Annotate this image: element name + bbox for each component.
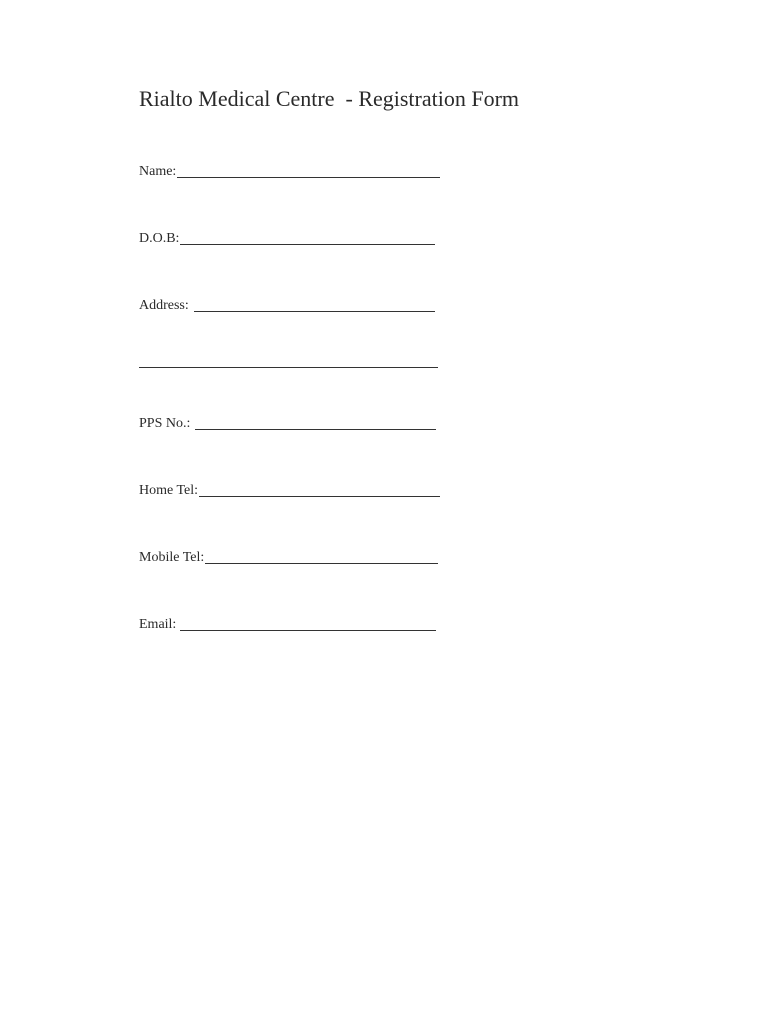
email-input-line[interactable] — [180, 630, 436, 631]
pps-field — [139, 414, 436, 432]
form-title: Rialto Medical Centre - Registration Form — [139, 86, 520, 111]
address-label: Address: — [139, 298, 189, 313]
name-input-line[interactable] — [177, 177, 440, 178]
mobile-tel-field — [139, 548, 438, 566]
name-label: Name: — [139, 164, 177, 179]
dob-field — [139, 229, 435, 247]
address-input-line-2[interactable] — [139, 367, 438, 368]
pps-label: PPS No.: — [139, 416, 191, 431]
email-label: Email: — [139, 617, 177, 632]
dob-label: D.O.B: — [139, 231, 180, 246]
mobile-tel-label: Mobile Tel: — [139, 550, 205, 565]
email-field — [139, 615, 436, 633]
home-tel-field — [139, 481, 440, 499]
pps-input-line[interactable] — [195, 429, 436, 430]
home-tel-input-line[interactable] — [199, 496, 440, 497]
dob-input-line[interactable] — [180, 244, 435, 245]
home-tel-label: Home Tel: — [139, 483, 199, 498]
name-field — [139, 162, 440, 180]
address-line-2-field — [139, 352, 438, 370]
address-input-line[interactable] — [194, 311, 435, 312]
mobile-tel-input-line[interactable] — [205, 563, 438, 564]
address-field — [139, 296, 435, 314]
